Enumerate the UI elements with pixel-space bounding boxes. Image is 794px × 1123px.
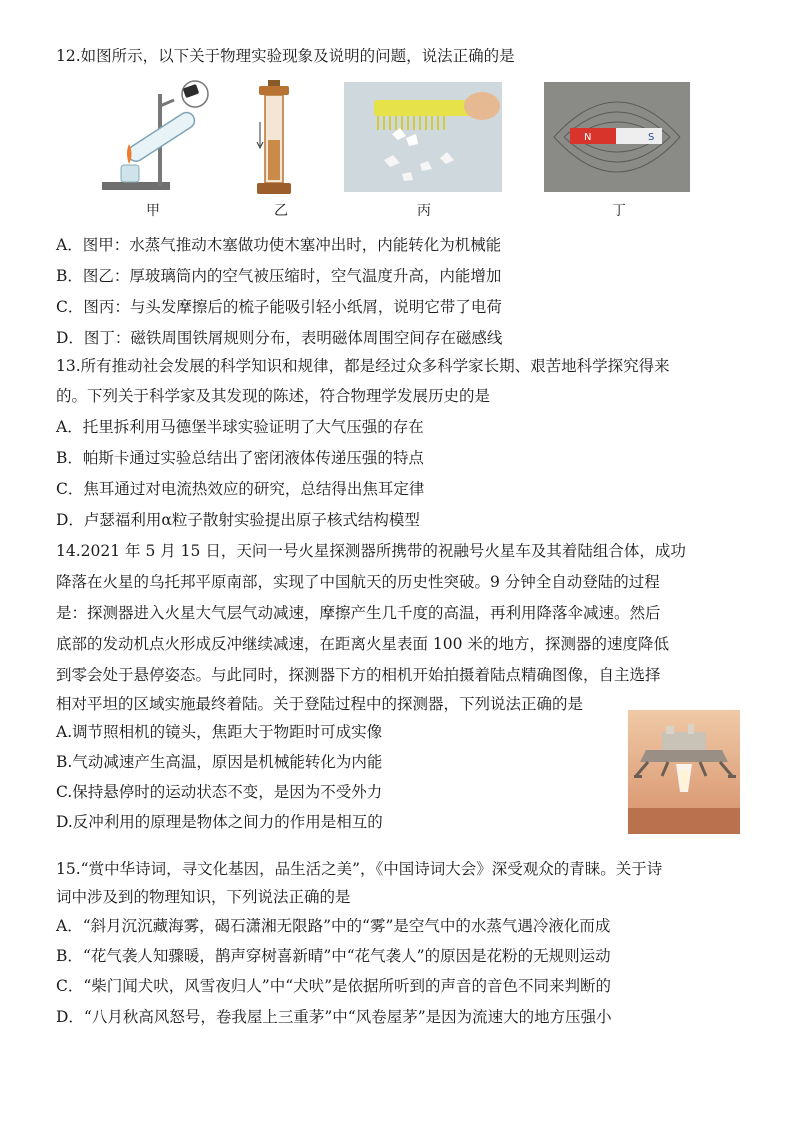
q12-option-d: D．图丁：磁铁周围铁屑规则分布，表明磁体周围空间存在磁感线 <box>56 329 503 347</box>
q12-option-a: A．图甲：水蒸气推动木塞做功使木塞冲出时，内能转化为机械能 <box>56 236 502 254</box>
q14-stem-line5: 到零会处于悬停姿态。与此同时，探测器下方的相机开始拍摄着陆点精确图像，自主选择 <box>56 666 661 684</box>
q13-stem-line2: 的。下列关于科学家及其发现的陈述，符合物理学发展历史的是 <box>56 387 491 405</box>
figure-jia-label: 甲 <box>146 203 160 219</box>
q15-option-d: D．“八月秋高风怒号，卷我屋上三重茅”中“风卷屋茅”是因为流速大的地方压强小 <box>56 1008 612 1026</box>
q12-stem: 12.如图所示，以下关于物理实验现象及说明的问题，说法正确的是 <box>56 47 515 65</box>
figure-bing-label: 丙 <box>417 203 431 219</box>
q14-stem-line6: 相对平坦的区域实施最终着陆。关于登陆过程中的探测器，下列说法正确的是 <box>56 695 584 713</box>
figure-yi-compression-cylinder <box>256 80 292 196</box>
q13-stem-line1: 13.所有推动社会发展的科学知识和规律，都是经过众多科学家长期、艰苦地科学探究得来 <box>56 357 670 375</box>
q15-option-a: A．“斜月沉沉藏海雾，碣石潇湘无限路”中的“雾”是空气中的水蒸气遇冷液化而成 <box>56 917 611 935</box>
q14-option-c: C.保持悬停时的运动状态不变，是因为不受外力 <box>56 783 383 801</box>
q14-stem-line2: 降落在火星的乌托邦平原南部，实现了中国航天的历史性突破。9 分钟全自动登陆的过程 <box>56 573 660 591</box>
mars-lander-photo <box>628 710 740 834</box>
figure-bing-comb-photo <box>344 82 502 192</box>
figure-ding-label: 丁 <box>612 203 626 219</box>
q12-option-b: B．图乙：厚玻璃筒内的空气被压缩时，空气温度升高，内能增加 <box>56 267 502 285</box>
magnet-n-label: N <box>584 132 592 143</box>
q14-stem-line1: 14.2021 年 5 月 15 日，天问一号火星探测器所携带的祝融号火星车及其着陆组合体，成功 <box>56 542 686 560</box>
q15-option-b: B．“花气袭人知骤暖，鹊声穿树喜新晴”中“花气袭人”的原因是花粉的无规则运动 <box>56 947 611 965</box>
q14-option-a: A.调节照相机的镜头，焦距大于物距时可成实像 <box>56 723 383 741</box>
q15-option-c: C．“柴门闻犬吠，风雪夜归人”中“犬吠”是依据所听到的声音的音色不同来判断的 <box>56 977 612 995</box>
q14-option-d: D.反冲利用的原理是物体之间力的作用是相互的 <box>56 813 383 831</box>
magnet-s-label: S <box>648 132 655 143</box>
q13-option-a: A．托里拆利用马德堡半球实验证明了大气压强的存在 <box>56 418 424 436</box>
q13-option-b: B．帕斯卡通过实验总结出了密闭液体传递压强的特点 <box>56 449 424 467</box>
figure-ding-magnet-photo <box>544 82 690 192</box>
q14-stem-line4: 底部的发动机点火形成反冲继续减速，在距离火星表面 100 米的地方，探测器的速度降低 <box>56 635 669 653</box>
q12-option-c: C．图丙：与头发摩擦后的梳子能吸引轻小纸屑，说明它带了电荷 <box>56 298 502 316</box>
q15-stem-line1: 15.“赏中华诗词，寻文化基因，品生活之美”，《中国诗词大会》深受观众的青睐。关于诗 <box>56 860 663 878</box>
q13-option-d: D．卢瑟福利用α粒子散射实验提出原子核式结构模型 <box>56 511 420 529</box>
q13-option-c: C．焦耳通过对电流热效应的研究，总结得出焦耳定律 <box>56 480 425 498</box>
figure-jia-test-tube <box>96 74 214 198</box>
q14-stem-line3: 是：探测器进入火星大气层气动减速，摩擦产生几千度的高温，再利用降落伞减速。然后 <box>56 604 661 622</box>
q14-option-b: B.气动减速产生高温，原因是机械能转化为内能 <box>56 753 383 771</box>
q15-stem-line2: 词中涉及到的物理知识，下列说法正确的是 <box>56 888 351 906</box>
figure-yi-label: 乙 <box>274 203 288 219</box>
